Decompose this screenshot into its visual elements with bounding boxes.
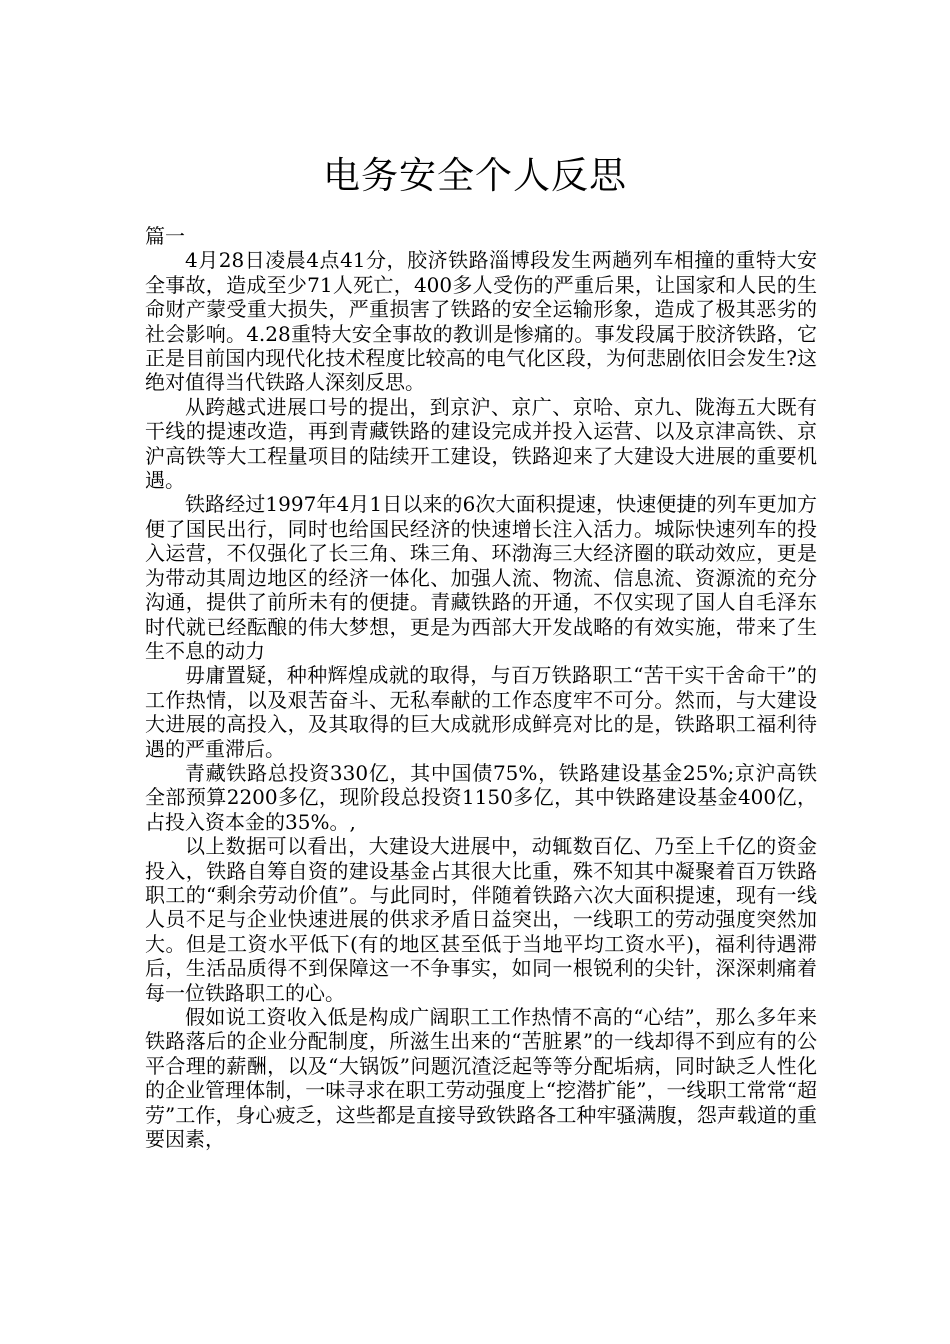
paragraph-5: 青藏铁路总投资330亿，其中国债75%，铁路建设基金25%;京沪高铁全部预算2200多亿，现阶段总投资1150多亿，其中铁路建设基金400亿，占投入资本金的35%。, (145, 760, 817, 834)
document-body (145, 224, 817, 1151)
paragraph-1: 4月28日凌晨4点41分，胶济铁路淄博段发生两趟列车相撞的重特大安全事故，造成至少71人死亡，400多人受伤的严重后果，让国家和人民的生命财产蒙受重大损失，严重损害了铁路的安全运输形象，造成了极其恶劣的社会影响。4.28重特大安全事故的教训是惨痛的。事发段属于胶济铁路，它正是目前国内现代化技术程度比较高的电气化区段，为何悲剧依旧会发生?这绝对值得当代铁路人深刻反思。 (145, 248, 817, 395)
paragraph-3: 铁路经过1997年4月1日以来的6次大面积提速，快速便捷的列车更加方便了国民出行，同时也给国民经济的快速增长注入活力。城际快速列车的投入运营，不仅强化了长三角、珠三角、环渤海三大经济圈的联动效应，更是为带动其周边地区的经济一体化、加强人流、物流、信息流、资源流的充分沟通，提供了前所未有的便捷。青藏铁路的开通，不仅实现了国人自毛泽东时代就已经酝酿的伟大梦想，更是为西部大开发战略的有效实施，带来了生生不息的动力 (145, 492, 817, 663)
paragraph-4: 毋庸置疑，种种辉煌成就的取得，与百万铁路职工“苦干实干舍命干”的工作热情，以及艰苦奋斗、无私奉献的工作态度牢不可分。然而，与大建设大进展的高投入，及其取得的巨大成就形成鲜亮对比的是，铁路职工福利待遇的严重滞后。 (145, 663, 817, 761)
paragraph-6: 以上数据可以看出，大建设大进展中，动辄数百亿、乃至上千亿的资金投入，铁路自筹自资的建设基金占其很大比重，殊不知其中凝聚着百万铁路职工的“剩余劳动价值”。与此同时，伴随着铁路六次大面积提速，现有一线人员不足与企业快速进展的供求矛盾日益突出，一线职工的劳动强度突然加大。但是工资水平低下(有的地区甚至低于当地平均工资水平)，福利待遇滞后，生活品质得不到保障这一不争事实，如同一根锐利的尖针，深深刺痛着每一位铁路职工的心。 (145, 834, 817, 1005)
document-title: 电务安全个人反思 (323, 153, 627, 197)
paragraph-7: 假如说工资收入低是构成广阔职工工作热情不高的“心结”，那么多年来铁路落后的企业分配制度，所滋生出来的“苦脏累”的一线却得不到应有的公平合理的薪酬，以及“大锅饭”问题沉渣泛起等等分配垢病，同时缺乏人性化的企业管理体制，一味寻求在职工劳动强度上“挖潜扩能”，一线职工常常“超劳”工作，身心疲乏，这些都是直接导致铁路各工种牢骚满腹，怨声载道的重要因素， (145, 1005, 817, 1152)
section-label: 篇一 (145, 224, 185, 248)
paragraph-2: 从跨越式进展口号的提出，到京沪、京广、京哈、京九、陇海五大既有干线的提速改造，再到青藏铁路的建设完成并投入运营、以及京津高铁、京沪高铁等大工程量项目的陆续开工建设，铁路迎来了大建设大进展的重要机遇。 (145, 394, 817, 493)
